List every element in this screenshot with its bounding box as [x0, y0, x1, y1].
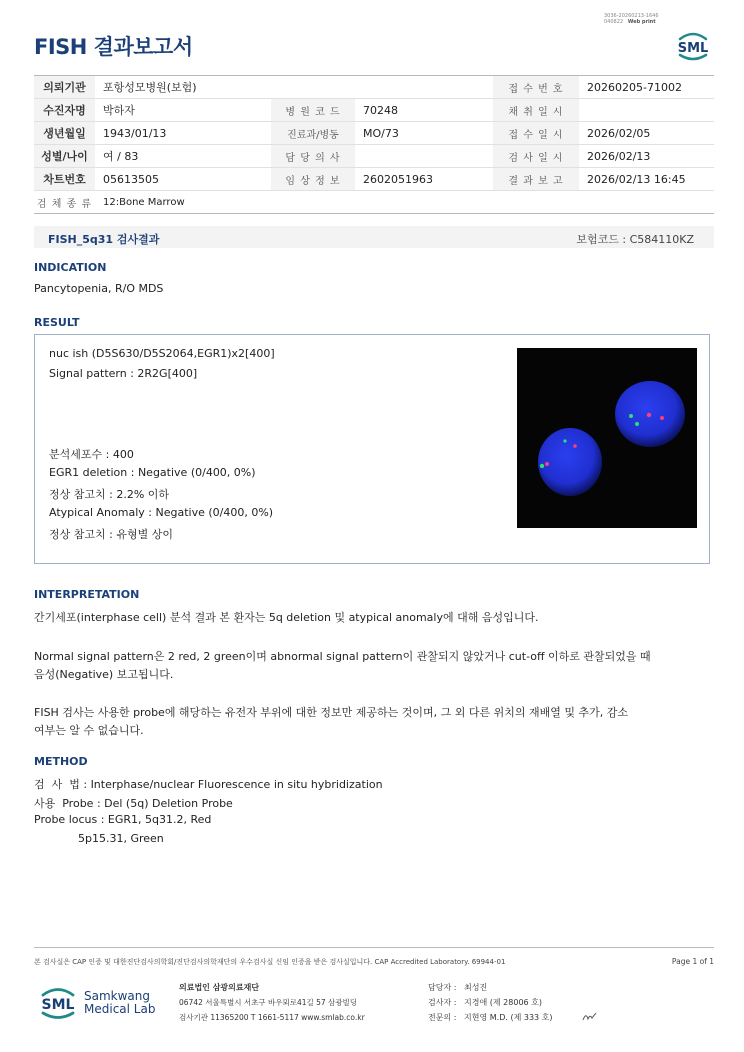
specimen-value: 12:Bone Marrow	[95, 191, 714, 214]
signature-icon	[582, 1010, 598, 1022]
info-row	[34, 168, 714, 191]
result-line: Signal pattern : 2R2G[400]	[49, 367, 198, 380]
brand-line2: Medical Lab	[84, 1002, 156, 1016]
info-label: 의뢰기관	[34, 76, 95, 99]
interpretation-text: 간기세포(interphase cell) 분석 결과 본 환자는 5q deletion 및 atypical anomaly에 대해 음성입니다.	[34, 611, 539, 624]
info-value: 박하자	[95, 99, 271, 122]
method-line: Probe locus : EGR1, 5q31.2, Red	[34, 813, 212, 826]
info-row	[34, 122, 714, 145]
info-value: 20260205-71002	[579, 76, 714, 99]
test-title-bar	[34, 226, 714, 248]
org-contact: 검사기관 11365200 T 1661-5117 www.smlab.co.kr	[179, 1013, 365, 1022]
print-code-line2: 040822	[604, 19, 624, 25]
accreditation-note: 본 검사실은 CAP 인증 및 대한진단검사의학회/진단검사의학재단의 우수검사실 신임 인증을 받은 검사실입니다. CAP Accredited Laboratory. 69944-01	[34, 958, 506, 966]
page-title: FISH 결과보고서	[34, 35, 193, 59]
indication-text: Pancytopenia, R/O MDS	[34, 282, 164, 295]
method-line: 5p15.31, Green	[78, 832, 164, 845]
specimen-row	[34, 191, 714, 214]
interpretation-text: Normal signal pattern은 2 red, 2 green이며 abnormal signal pattern이 관찰되지 않았거나 cut-off 이하로 관찰되었을 때	[34, 650, 651, 663]
print-code-line1: 3036-20260213-1646	[604, 13, 659, 19]
info-value: 여 / 83	[95, 145, 271, 168]
method-line: 사용 Probe : Del (5q) Deletion Probe	[34, 797, 233, 810]
interpretation-text: 여부는 알 수 없습니다.	[34, 724, 144, 737]
interpretation-heading: INTERPRETATION	[34, 588, 140, 601]
info-row	[34, 99, 714, 122]
specimen-label: 검 체 종 류	[34, 191, 95, 214]
method-heading: METHOD	[34, 755, 88, 768]
patient-info-table	[34, 75, 714, 214]
info-value: 2026/02/13 16:45	[579, 168, 714, 191]
info-row	[34, 76, 714, 99]
test-name: FISH_5q31 검사결과	[48, 233, 160, 246]
info-value: 1943/01/13	[95, 122, 271, 145]
info-label: 수진자명	[34, 99, 95, 122]
red-signal	[573, 444, 577, 448]
info-value: 05613505	[95, 168, 271, 191]
info-label: 검 사 일 시	[493, 145, 579, 168]
info-label: 임 상 정 보	[271, 168, 355, 191]
info-row	[34, 145, 714, 168]
footer-divider	[34, 947, 714, 948]
green-signal	[629, 414, 633, 418]
page-number: Page 1 of 1	[671, 957, 714, 966]
indication-heading: INDICATION	[34, 261, 107, 274]
org-address: 06742 서울특별시 서초구 바우뫼로41길 57 삼광빌딩	[179, 998, 358, 1007]
info-value	[355, 76, 493, 99]
interpretation-text: FISH 검사는 사용한 probe에 해당하는 유전자 부위에 대한 정보만 제공하는 것이며, 그 외 다른 위치의 재배열 및 추가, 감소	[34, 706, 629, 719]
brand-line1: Samkwang	[84, 989, 150, 1003]
result-line: 정상 참고치 : 2.2% 이하	[49, 488, 170, 501]
organization-info	[179, 980, 365, 1025]
staff-line: 담당자 : 최성진	[428, 983, 488, 992]
info-label: 병 원 코 드	[271, 99, 355, 122]
result-line: 정상 참고치 : 유형별 상이	[49, 528, 173, 541]
print-code	[604, 13, 659, 25]
result-line: nuc ish (D5S630/D5S2064,EGR1)x2[400]	[49, 347, 275, 360]
sml-logo-icon	[36, 982, 80, 1022]
result-line: Atypical Anomaly : Negative (0/400, 0%)	[49, 506, 274, 519]
result-heading: RESULT	[34, 316, 80, 329]
org-name: 의료법인 삼광의료재단	[179, 983, 260, 992]
red-signal	[660, 416, 664, 420]
green-signal	[635, 422, 639, 426]
info-label: 접 수 일 시	[493, 122, 579, 145]
method-line: 검 사 법 : Interphase/nuclear Fluorescence in situ hybridization	[34, 778, 383, 791]
info-value	[579, 99, 714, 122]
info-label: 결 과 보 고	[493, 168, 579, 191]
info-value: 2026/02/13	[579, 145, 714, 168]
info-value: 2602051963	[355, 168, 493, 191]
info-value: 2026/02/05	[579, 122, 714, 145]
info-value: 포항성모병원(보험)	[95, 76, 271, 99]
staff-line: 전문의 : 지현영 M.D. (제 333 호)	[428, 1013, 553, 1022]
fish-micrograph-image	[517, 348, 697, 528]
info-value: 70248	[355, 99, 493, 122]
staff-line: 검사자 : 지경애 (제 28006 호)	[428, 998, 543, 1007]
footer-logo-text: SML	[41, 997, 75, 1013]
info-label: 채 취 일 시	[493, 99, 579, 122]
result-line: EGR1 deletion : Negative (0/400, 0%)	[49, 466, 256, 479]
red-signal	[647, 413, 651, 417]
info-label: 차트번호	[34, 168, 95, 191]
insurance-code: 보험코드 : C584110KZ	[576, 233, 694, 246]
info-label: 성별/나이	[34, 145, 95, 168]
info-label	[271, 76, 355, 99]
green-signal	[563, 439, 566, 442]
top-logo-text: SML	[677, 41, 709, 56]
staff-info	[428, 980, 553, 1025]
result-box	[34, 334, 710, 564]
green-signal	[540, 464, 544, 468]
info-value	[355, 145, 493, 168]
info-label: 담 당 의 사	[271, 145, 355, 168]
interpretation-text: 음성(Negative) 보고됩니다.	[34, 668, 174, 681]
info-label: 접 수 번 호	[493, 76, 579, 99]
result-line: 분석세포수 : 400	[49, 448, 134, 461]
info-label: 생년월일	[34, 122, 95, 145]
info-label: 진료과/병동	[271, 122, 355, 145]
info-value: MO/73	[355, 122, 493, 145]
nucleus	[538, 428, 602, 496]
web-print-label: Web print	[627, 19, 656, 25]
sml-logo-icon	[672, 27, 714, 63]
red-signal	[545, 462, 549, 466]
brand-name	[84, 990, 155, 1016]
